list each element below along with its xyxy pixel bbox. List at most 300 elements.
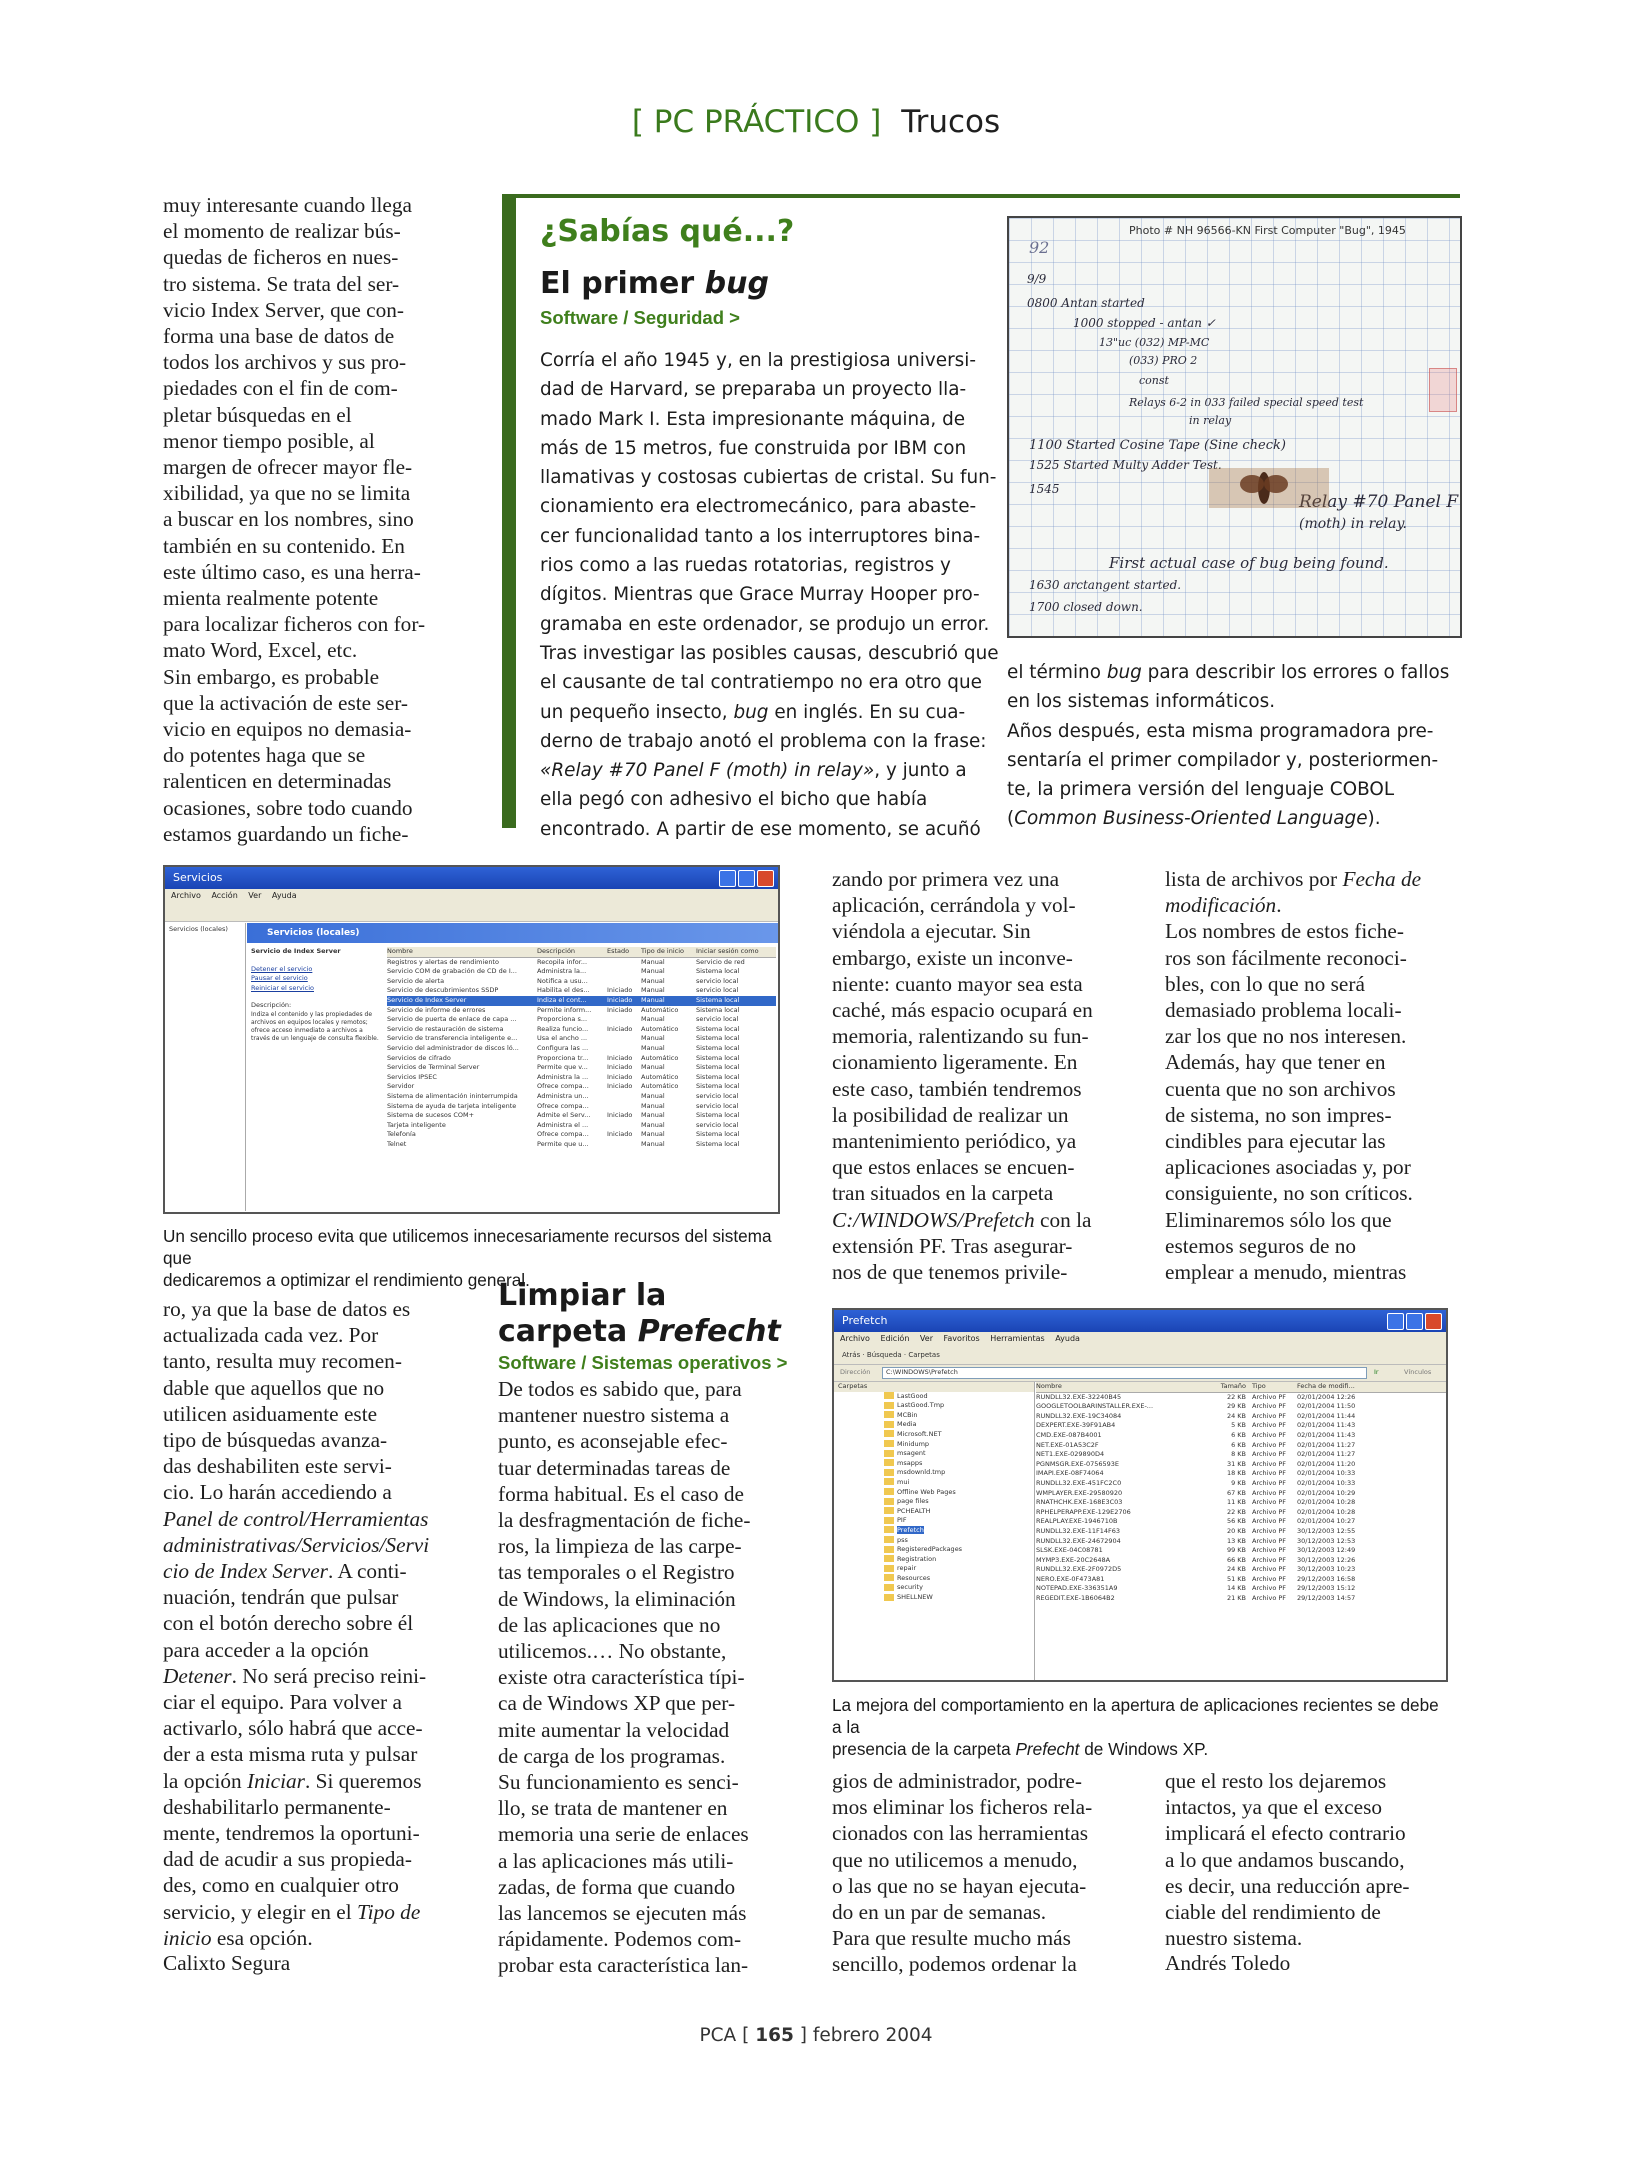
body-line: tipo de búsquedas avanza- [163,1428,388,1453]
cell: Servicio de informe de errores [387,1005,486,1014]
sidebar-line: rios como a las ruedas rotatorias, registros y [540,555,951,577]
body-line: nos de que tenemos privile- [832,1260,1068,1285]
sidebar-line: llamativas y costosas cubiertas de cristal. Su fun- [540,467,997,489]
page-footer [0,2025,1632,2046]
sidebar-line: encontrado. A partir de ese momento, se acuñó [540,818,981,840]
go-button[interactable]: Ir [1374,1368,1379,1376]
header-subsection: Trucos [901,104,1001,140]
table-row[interactable] [1036,1575,1446,1585]
column-4-top [1165,866,1465,1285]
cell: 30/12/2003 10:23 [1297,1565,1356,1574]
body-line: de carga de los programas. [498,1743,726,1768]
services-table [387,947,776,1149]
table-row[interactable] [1036,1402,1446,1412]
cell: 02/01/2004 10:27 [1297,1517,1356,1526]
services-titlebar[interactable] [165,867,778,889]
table-row[interactable] [1036,1421,1446,1431]
table-row[interactable] [387,1015,776,1025]
caption-prefetch-line-2-a: presencia de la carpeta [832,1739,1016,1759]
body-line: o las que no se hayan ejecuta- [832,1873,1087,1898]
sidebar-title-plain: El primer [540,266,705,301]
table-row[interactable] [1036,1508,1446,1518]
cell: Manual [641,986,665,995]
body-line: cuenta que no son archivos [1165,1076,1396,1101]
body-line: ca de Windows XP que per- [498,1691,736,1716]
body-line: menor tiempo posible, al [163,428,375,453]
red-stamp [1429,368,1457,412]
header-bracket-open: [ [631,104,644,140]
cell: 29/12/2003 16:58 [1297,1574,1356,1583]
cell: 02/01/2004 10:29 [1297,1488,1356,1497]
cell: Archivo PF [1252,1488,1287,1497]
table-row[interactable] [387,1073,776,1083]
cell: MYMP3.EXE-20C2648A [1036,1555,1111,1564]
table-row[interactable] [1036,1441,1446,1451]
cell: Servicio de descubrimientos SSDP [387,986,499,995]
cell: 14 KB [1226,1584,1246,1593]
cell: Archivo PF [1252,1478,1287,1487]
folder-tree-item[interactable] [884,1411,1034,1421]
folder-tree-item[interactable] [884,1401,1034,1411]
body-line: la desfragmentación de fiche- [498,1508,751,1533]
cell: IMAPI.EXE-08F74064 [1036,1469,1104,1478]
footer-bracket-close: ] [799,2025,807,2046]
body-line: existe otra característica típi- [498,1665,745,1690]
address-bar [834,1365,1446,1382]
cell: Automático [641,1082,679,1091]
cell: 5 KB [1231,1421,1246,1430]
prefetch-toolbar[interactable]: Atrás · Búsqueda · Carpetas [834,1346,1446,1365]
prefetch-title: Prefetch [842,1314,888,1327]
cell: Usa el ancho ... [537,1034,588,1043]
table-row[interactable] [1036,1565,1446,1575]
folder-tree-item[interactable] [884,1420,1034,1430]
table-row[interactable] [387,1034,776,1044]
caption-prefetch-line-2 [832,1738,1452,1760]
cell: Servicios IPSEC [387,1072,437,1081]
folder-tree [834,1382,1035,1680]
body-line: inicio esa opción. [163,1925,313,1950]
cell: 11 KB [1226,1498,1246,1507]
body-line: emplear a menudo, mientras [1165,1260,1407,1285]
cell: 02/01/2004 12:26 [1297,1392,1356,1401]
body-line: do potentes haga que se [163,743,366,768]
prefetch-titlebar[interactable] [834,1310,1446,1332]
photo-note: First actual case of bug being found. [1109,554,1389,572]
maximize-icon[interactable] [1406,1313,1423,1330]
cell: Archivo PF [1252,1574,1287,1583]
body-line: llo, se trata de mantener en [498,1796,728,1821]
table-row[interactable] [387,986,776,996]
cell: Tamaño [1220,1382,1246,1390]
table-row[interactable] [1036,1537,1446,1547]
article2-title [498,1278,798,1350]
sidebar-line: te, la primera versión del lenguaje COBOL [1007,779,1395,801]
folder-icon [884,1555,894,1562]
cell: Ofrece compa... [537,1101,589,1110]
cell: Nombre [387,947,413,955]
table-row[interactable] [387,1111,776,1121]
table-row[interactable] [387,1140,776,1150]
table-row[interactable] [1036,1469,1446,1479]
body-line: lista de archivos por Fecha de [1165,867,1422,891]
cell: Archivo PF [1252,1459,1287,1468]
cell: 51 KB [1226,1574,1246,1583]
cell: Servicio de Index Server [387,995,467,1004]
caption-prefetch [832,1694,1452,1760]
sidebar-line: (Common Business-Oriented Language). [1007,808,1381,830]
cell: 02/01/2004 10:28 [1297,1498,1356,1507]
cell: Sistema local [696,1043,740,1052]
cell: RUNDLL32.EXE-451FC2C0 [1036,1478,1122,1487]
body-line: mantenimiento periódico, ya [832,1129,1077,1154]
cell: 02/01/2004 11:27 [1297,1450,1356,1459]
column-4-bottom [1165,1768,1465,1951]
cell: RUNDLL32.EXE-19C34084 [1036,1411,1122,1420]
panel-header: Servicios (locales) [247,923,778,943]
cell: 22 KB [1226,1507,1246,1516]
table-row[interactable] [1036,1527,1446,1537]
body-line: das deshabiliten este servi- [163,1454,392,1479]
service-details-name: Servicio de Index Server [251,947,341,955]
footer-date: febrero 2004 [812,2025,933,2046]
body-line: el momento de realizar bús- [163,219,401,244]
sidebar-line: Tras investigar las posibles causas, descubrió que [540,642,999,664]
cell: 30/12/2003 12:55 [1297,1526,1356,1535]
caption-services-line-1: Un sencillo proceso evita que utilicemos innecesariamente recursos del sistema que [163,1226,772,1268]
folder-tree-item[interactable] [884,1583,1034,1593]
sidebar-line: el término bug para describir los errores o fallos [1007,662,1450,683]
cell: 02/01/2004 10:33 [1297,1469,1356,1478]
table-row[interactable] [1036,1498,1446,1508]
table-row[interactable] [387,1102,776,1112]
photo-note: in relay [1189,414,1232,427]
cell: Archivo PF [1252,1517,1287,1526]
body-line: mato Word, Excel, etc. [163,638,358,663]
folder-tree-item[interactable] [884,1449,1034,1459]
body-line: utilicemos.… No obstante, [498,1639,727,1664]
body-line: sencillo, podemos ordenar la [832,1952,1077,1977]
table-row[interactable] [387,1063,776,1073]
address-input[interactable]: C:\WINDOWS\Prefetch [882,1367,1367,1379]
folder-name: SHELLNEW [897,1593,933,1602]
cell: 20 KB [1226,1526,1246,1535]
body-line: gios de administrador, podre- [832,1769,1082,1793]
cell: 13 KB [1226,1536,1246,1545]
table-row[interactable] [1036,1546,1446,1556]
prefetch-menubar[interactable]: Archivo Edición Ver Favoritos Herramientas Ayuda [834,1332,1446,1346]
cell: Manual [641,957,665,966]
sidebar-line: más de 15 metros, fue construida por IBM con [540,437,967,459]
folder-tree-item[interactable] [884,1536,1034,1546]
folder-tree-item[interactable] [884,1430,1034,1440]
table-row[interactable] [1036,1489,1446,1499]
cell: servicio local [696,1101,739,1110]
cell: CMD.EXE-087B4001 [1036,1430,1102,1439]
signature-calixto: Calixto Segura [163,1951,291,1975]
folder-name: Offline Web Pages [897,1487,956,1496]
photo-note: 0800 Antan started [1027,296,1145,310]
sidebar-line: el causante de tal contratiempo no era otro que [540,672,982,694]
cell: Sistema local [696,1082,740,1091]
sidebar-line: un pequeño insecto, bug en inglés. En su cua- [540,701,966,723]
cell: Iniciado [607,1072,633,1081]
folder-name: LastGood.Tmp [897,1401,945,1410]
body-line: es decir, una reducción apre- [1165,1873,1410,1898]
cell: Notifica a usu... [537,976,588,985]
folder-tree-item[interactable] [884,1488,1034,1498]
cell: Archivo PF [1252,1594,1287,1603]
body-line: quedas de ficheros en nues- [163,245,399,270]
cell: Iniciado [607,995,633,1004]
cell: Telnet [387,1139,407,1148]
photo-note: Relays 6-2 in 033 failed special speed test [1129,396,1364,409]
table-header[interactable] [387,947,776,958]
folder-name: MCBin [897,1410,918,1419]
cell: Iniciado [607,1111,633,1120]
signature-andres: Andrés Toledo [1165,1951,1291,1975]
cell: Fecha de modifi... [1297,1382,1355,1390]
body-line: actualizada cada vez. Por [163,1323,379,1348]
cell: Sistema local [696,1024,740,1033]
maximize-icon[interactable] [738,870,755,887]
cell: Proporciona s... [537,1015,588,1024]
table-row[interactable] [387,1092,776,1102]
caption-prefetch-line-2-italic: Prefecht [1015,1739,1080,1759]
services-menubar[interactable]: Archivo Acción Ver Ayuda [165,889,778,903]
sidebar-line: ella pegó con adhesivo el bicho que había [540,789,928,811]
column-1-bottom [163,1296,463,1951]
table-row[interactable] [387,1054,776,1064]
caption-prefetch-line-1: La mejora del comportamiento en la apertura de aplicaciones recientes se debe a la [832,1695,1439,1737]
cell: NET1.EXE-029890D4 [1036,1450,1105,1459]
folder-tree-title: Carpetas [834,1382,1034,1392]
photo-note: const [1139,374,1169,387]
folder-tree-item[interactable] [884,1468,1034,1478]
table-row[interactable] [1036,1450,1446,1460]
sidebar-line: «Relay #70 Panel F (moth) in relay», y junto a [540,760,967,782]
body-line: zar los que no nos interesen. [1165,1024,1407,1049]
cell: Archivo PF [1252,1421,1287,1430]
cell: Archivo PF [1252,1430,1287,1439]
cell: Iniciado [607,1024,633,1033]
table-row[interactable] [1036,1584,1446,1594]
cell: Servicio de red [696,957,745,966]
body-line: con el botón derecho sobre él [163,1611,414,1636]
cell: servicio local [696,986,739,995]
folder-icon [884,1450,894,1457]
body-line: para acceder a la opción [163,1637,369,1662]
cell: 66 KB [1226,1555,1246,1564]
table-row[interactable] [1036,1412,1446,1422]
folder-name: Resources [897,1573,931,1582]
cell: Archivo PF [1252,1498,1287,1507]
cell: Iniciado [607,1005,633,1014]
cell: 99 KB [1226,1546,1246,1555]
cell: 02/01/2004 10:33 [1297,1478,1356,1487]
cell: Servicios de Terminal Server [387,1063,480,1072]
cell: Archivo PF [1252,1402,1287,1411]
body-line: modificación. [1165,893,1282,918]
folder-tree-item[interactable] [884,1478,1034,1488]
article2-section: Software / Sistemas operativos > [498,1352,788,1373]
table-row[interactable] [387,1006,776,1016]
body-line: que la activación de este ser- [163,690,408,715]
table-row[interactable] [1036,1393,1446,1403]
body-line: do en un par de semanas. [832,1900,1047,1925]
service-link[interactable]: Detener el servicio [251,964,313,973]
cell: Sistema local [696,995,740,1004]
close-icon[interactable] [757,870,774,887]
cell: Habilita el des... [537,986,590,995]
folder-name: msdownld.tmp [897,1468,946,1477]
table-row[interactable] [387,1082,776,1092]
folder-icon [884,1517,894,1524]
table-row[interactable] [387,967,776,977]
table-row[interactable] [387,996,776,1006]
table-row[interactable] [387,958,776,968]
body-line: forma una base de datos de [163,324,395,349]
body-line: este último caso, es una herra- [163,559,421,584]
folder-icon [884,1565,894,1572]
table-header[interactable] [1036,1382,1446,1393]
cell: Servicio de restauración de sistema [387,1024,504,1033]
cell: servicio local [696,1091,739,1100]
folder-icon [884,1507,894,1514]
services-panel [247,923,778,1211]
body-line: servicio, y elegir en el Tipo de [163,1899,421,1924]
cell: 02/01/2004 11:50 [1297,1402,1356,1411]
cell: Servicio COM de grabación de CD de I... [387,967,517,976]
header-bracket-close: ] [869,104,882,140]
cell: Administra la ... [537,1072,589,1081]
cell: RUNDLL32.EXE-11F14F63 [1036,1526,1121,1535]
sidebar-line: sentaría el primer compilador y, posteriormen- [1007,749,1439,771]
photo-caption: Photo # NH 96566-KN First Computer "Bug", 1945 [1129,224,1406,237]
body-line: memoria, ralentizando su fun- [832,1024,1089,1049]
service-link[interactable]: Reiniciar el servicio [251,983,314,992]
photo-note: 9/9 [1027,272,1047,286]
article2-title-line-2 [498,1314,798,1350]
table-row[interactable] [387,977,776,987]
body-line: cio de Index Server. A conti- [163,1559,407,1584]
cell: Ofrece compa... [537,1130,589,1139]
cell: Manual [641,1043,665,1052]
folder-tree-item[interactable] [884,1593,1034,1603]
table-row[interactable] [1036,1431,1446,1441]
folder-tree-item[interactable] [884,1516,1034,1526]
cell: Servidor [387,1082,415,1091]
tree-item-services-local[interactable]: Servicios (locales) [169,925,228,933]
body-line: a las aplicaciones más utili- [498,1848,734,1873]
folder-tree-item[interactable] [884,1497,1034,1507]
cell: RUNDLL32.EXE-24672904 [1036,1536,1121,1545]
table-row[interactable] [387,1130,776,1140]
body-line: mente, tendremos la oportuni- [163,1821,420,1846]
table-row[interactable] [1036,1479,1446,1489]
sidebar-bar [502,196,516,828]
folder-icon [884,1594,894,1601]
table-row[interactable] [387,1121,776,1131]
sidebar-line: dad de Harvard, se preparaba un proyecto lla- [540,379,967,401]
body-line: viéndola a ejecutar. Sin [832,919,1031,944]
sidebar-line: Corría el año 1945 y, en la prestigiosa universi- [540,350,976,371]
body-line: zadas, de forma que cuando [498,1874,736,1899]
folder-tree-item[interactable] [884,1440,1034,1450]
folder-icon [884,1498,894,1505]
folder-tree-item[interactable] [884,1392,1034,1402]
folder-icon [884,1536,894,1543]
folder-tree-item[interactable] [884,1459,1034,1469]
cell: Manual [641,995,665,1004]
footer-magazine: PCA [699,2025,737,2046]
cell: 02/01/2004 11:44 [1297,1411,1356,1420]
photo-note: (moth) in relay. [1299,516,1407,532]
cell: Permite que u... [537,1139,589,1148]
table-row[interactable] [1036,1460,1446,1470]
body-line: demasiado problema locali- [1165,998,1402,1023]
cell: 24 KB [1226,1411,1246,1420]
minimize-icon[interactable] [719,870,736,887]
cell: Iniciado [607,1063,633,1072]
cell: Registros y alertas de rendimiento [387,957,499,966]
folder-icon [884,1430,894,1437]
body-line: aplicación, cerrándola y vol- [832,893,1076,918]
table-row[interactable] [1036,1556,1446,1566]
service-link[interactable]: Pausar el servicio [251,974,308,983]
folder-tree-item[interactable] [884,1545,1034,1555]
photo-note: 1525 Started Multy Adder Test. [1029,458,1222,472]
folder-tree-item[interactable] [884,1555,1034,1565]
folder-tree-item[interactable] [884,1526,1034,1536]
sidebar-rule [502,194,1460,198]
body-line: Además, hay que tener en [1165,1050,1386,1075]
cell: Sistema de alimentación ininterrumpida [387,1091,518,1100]
minimize-icon[interactable] [1387,1313,1404,1330]
cell: Tipo de inicio [641,947,685,955]
folder-tree-item[interactable] [884,1574,1034,1584]
close-icon[interactable] [1425,1313,1442,1330]
table-row[interactable] [387,1044,776,1054]
folder-icon [884,1526,894,1533]
table-row[interactable] [1036,1517,1446,1527]
folder-icon [884,1469,894,1476]
sidebar-section: Software / Seguridad > [540,307,740,328]
cell: Manual [641,1120,665,1129]
folder-name: page files [897,1497,929,1506]
body-line: vicio Index Server, que con- [163,297,405,322]
table-row[interactable] [387,1025,776,1035]
body-line: Para que resulte mucho más [832,1926,1071,1951]
running-header [0,104,1632,140]
cell: Sistema local [696,1034,740,1043]
body-line: tro sistema. Se trata del ser- [163,271,400,296]
body-line: ros, la limpieza de las carpe- [498,1534,742,1559]
cell: Telefonía [387,1130,416,1139]
body-line: este caso, también tendremos [832,1076,1082,1101]
body-line: para localizar ficheros con for- [163,612,426,637]
body-line: mos eliminar los ficheros rela- [832,1795,1093,1820]
prefetch-file-list [1036,1382,1446,1680]
cell: Automático [641,1005,679,1014]
cell: Archivo PF [1252,1469,1287,1478]
body-line: mienta realmente potente [163,586,379,611]
cell: Servicio de puerta de enlace de capa ... [387,1015,517,1024]
table-row[interactable] [1036,1594,1446,1604]
cell: Iniciado [607,1130,633,1139]
folder-tree-item[interactable] [884,1564,1034,1574]
folder-tree-item[interactable] [884,1507,1034,1517]
